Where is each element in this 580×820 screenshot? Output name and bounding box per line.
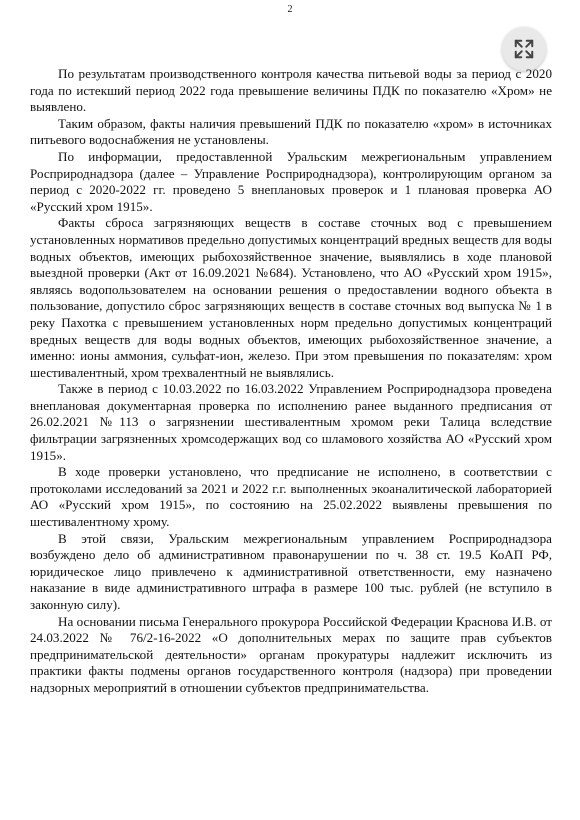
paragraph-administrative-case: В этой связи, Уральским межрегиональным управлением Росприроднадзора возбуждено дело об административном правонарушении по ч. 38 ст. 19.5 КоАП РФ, юридическое лицо привлечено к административной ответственности, ему назначено наказание в виде административного штрафа в размере 100 тыс. рублей (не вступило в законную силу). <box>30 530 552 612</box>
paragraph-inspection-result: В ходе проверки установлено, что предписание не исполнено, в соответствии с протоколами исследований за 2021 и 2022 г.г. выполненных экоаналитической лабораторией АО «Русский хром 1915», по состоянию на 25.02.2022 выявлены превышения по шестивалентному хрому. <box>30 464 552 530</box>
expand-button[interactable] <box>502 27 546 71</box>
page-number: 2 <box>287 4 293 15</box>
paragraph-conclusion: Таким образом, факты наличия превышений ПДК по показателю «хром» в источниках питьевого водоснабжения не установлены. <box>30 115 552 148</box>
paragraph-discharge-facts: Факты сброса загрязняющих веществ в составе сточных вод с превышением установленных нормативов предельно допустимых концентраций вредных веществ для воды водных объектов, имеющих рыбохозяйственное значение, выявлялись в ходе плановой выездной проверки (Акт от 16.09.2021 №684). Установлено, что АО «Русский хром 1915», являясь водопользователем на основании решения о предоставлении водного объекта в пользование, допустило сброс загрязняющих веществ в составе сточных вод выпуска № 1 в реку Пахотка с превышением установленных норм предельно допустимых концентраций вредных веществ для воды водных объектов, имеющих рыбохозяйственное значение, а именно: ионы аммония, сульфат-ион, железо. При этом превышения по показателям: хром шестивалентный, хром трехвалентный не выявлялись. <box>30 215 552 380</box>
paragraph-water-quality: По результатам производственного контроля качества питьевой воды за период с 2020 года по истекший период 2022 года превышение величины ПДК по показателю «Хром» не выявлено. <box>30 66 552 115</box>
expand-arrows-icon <box>513 38 535 60</box>
paragraph-rosprirodnadzor-info: По информации, предоставленной Уральским межрегиональным управлением Росприроднадзора (далее – Управление Росприроднадзора), контролирующим органом за период с 2020-2022 гг. проведено 5 внеплановых проверок и 1 плановая проверка АО «Русский хром 1915». <box>30 148 552 214</box>
paragraph-prosecutor-letter: На основании письма Генерального прокурора Российской Федерации Краснова И.В. от 24.03.2022 № 76/2-16-2022 «О дополнительных мерах по защите прав субъектов предпринимательской деятельности» органам прокуратуры надлежит исключить из практики факты подмены органов государственного контроля (надзора) при проведении надзорных мероприятий в отношении субъектов предпринимательства. <box>30 613 552 695</box>
document-body <box>30 66 552 697</box>
paragraph-unscheduled-inspection: Также в период с 10.03.2022 по 16.03.2022 Управлением Росприроднадзора проведена внеплановая документарная проверка по исполнению ранее выданного предписания от 26.02.2021 №113 о загрязнении шестивалентным хромом реки Талица вследствие фильтрации загрязненных хромсодержащих вод со шламового хозяйства АО «Русский хром 1915». <box>30 381 552 463</box>
